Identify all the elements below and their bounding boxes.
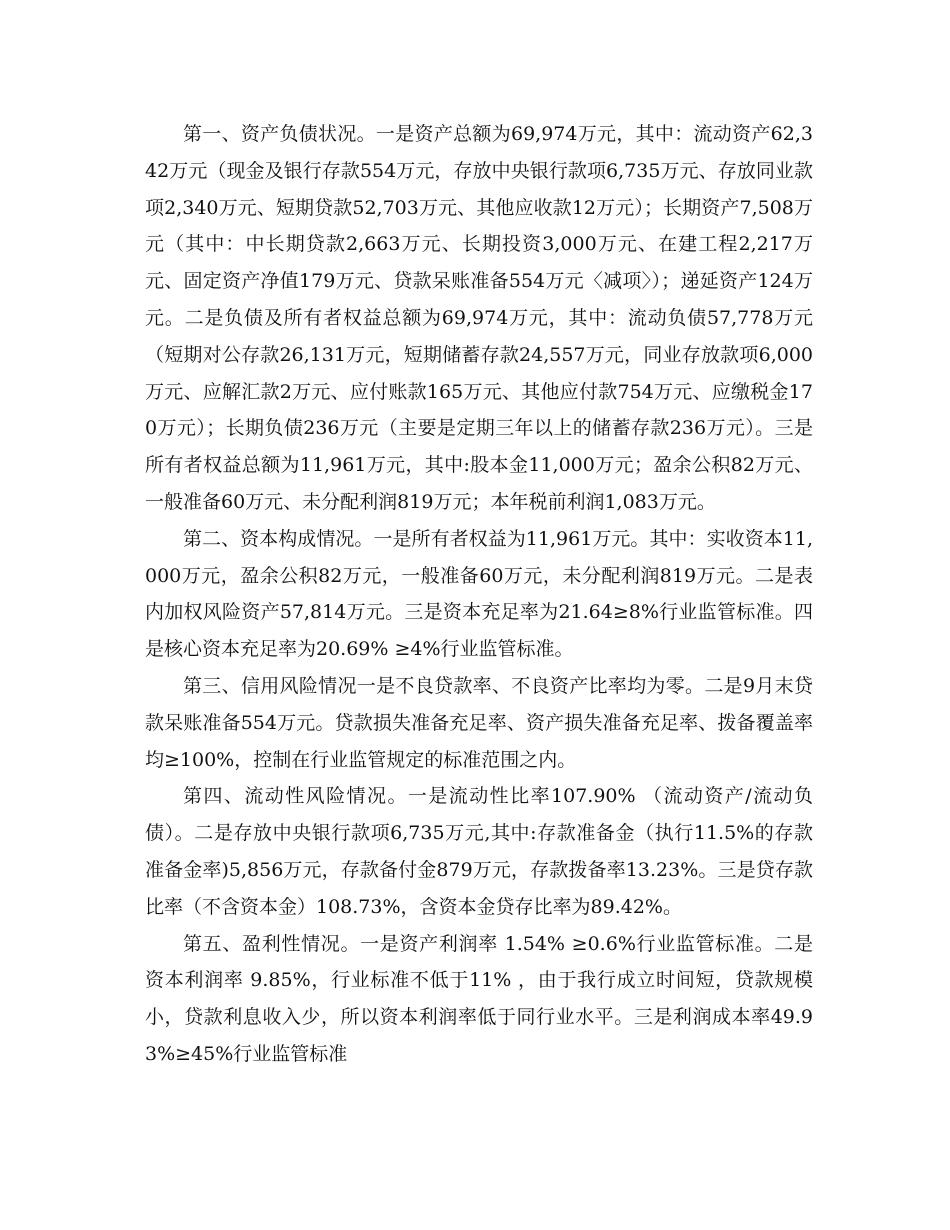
paragraph-profitability: 第五、盈利性情况。一是资产利润率 1.54% ≥0.6%行业监管标准。二是资本利润率 9.85%，行业标准不低于11% ，由于我行成立时间短，贷款规模小，贷款利息收入少，所以资本利润率低于同行业水平。三是利润成本率49.93%≥45%行业监管标准 — [145, 932, 813, 1065]
paragraph-balance-sheet: 第一、资产负债状况。一是资产总额为69,974万元，其中：流动资产62,342万元（现金及银行存款554万元，存放中央银行款项6,735万元、存放同业款项2,340万元、短期贷款52,703万元、其他应收款12万元）；长期资产7,508万元（其中：中长期贷款2,663万元、长期投资3,000万元、在建工程2,217万元、固定资产净值179万元、贷款呆账准备554万元〈减项〉）；递延资产124万元。二是负债及所有者权益总额为69,974万元，其中：流动负债57,778万元（短期对公存款26,131万元，短期储蓄存款24,557万元，同业存放款项6,000万元、应解汇款2万元、应付账款165万元、其他应付款754万元、应缴税金170万元）；长期负债236万元（主要是定期三年以上的储蓄存款236万元）。三是所有者权益总额为11,961万元，其中:股本金11,000万元；盈余公积82万元、一般准备60万元、未分配利润819万元；本年税前利润1,083万元。 — [145, 123, 813, 513]
paragraph-capital-structure: 第二、资本构成情况。一是所有者权益为11,961万元。其中：实收资本11,000万元，盈余公积82万元，一般准备60万元，未分配利润819万元。二是表内加权风险资产57,814万元。三是资本充足率为21.64≥8%行业监管标准。四是核心资本充足率为20.69% ≥4%行业监管标准。 — [145, 527, 813, 661]
paragraph-credit-risk: 第三、信用风险情况一是不良贷款率、不良资产比率均为零。二是9月末贷款呆账准备554万元。贷款损失准备充足率、资产损失准备充足率、拨备覆盖率均≥100%，控制在行业监管规定的标准范围之内。 — [145, 674, 813, 771]
document-body — [145, 116, 813, 1073]
paragraph-liquidity-risk: 第四、流动性风险情况。一是流动性比率107.90% （流动资产/流动负债）。二是存放中央银行款项6,735万元,其中:存款准备金（执行11.5%的存款准备金率)5,856万元，存款备付金879万元，存款拨备率13.23%。三是贷存款比率（不含资本金）108.73%，含资本金贷存比率为89.42%。 — [145, 785, 813, 918]
